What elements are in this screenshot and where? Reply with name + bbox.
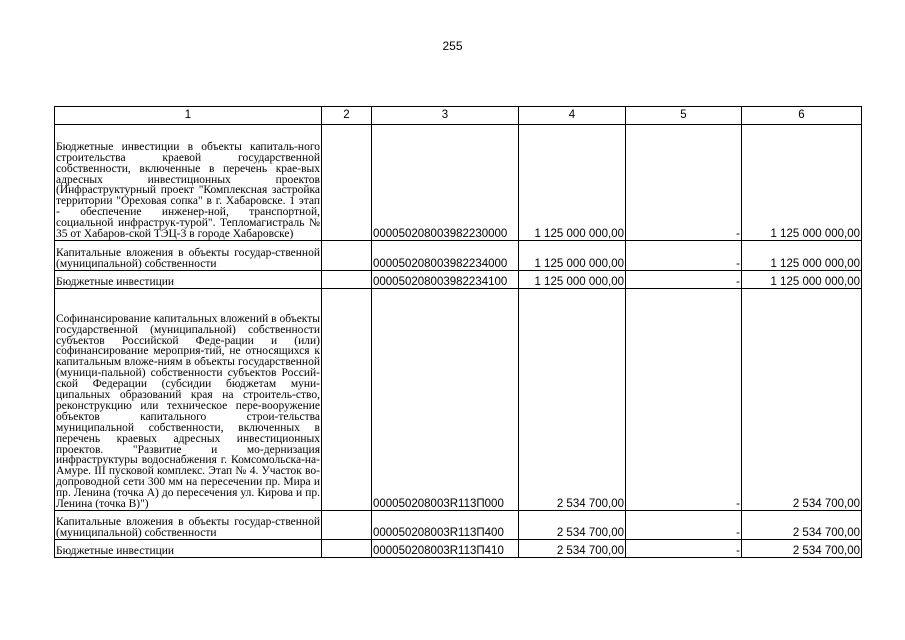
- row-name: Бюджетные инвестиции в объекты капиталь-ного строительства краевой государственной собственности, включенные в перечень крае-вых адресных инвестиционных проектов (Инфраструктурный проект "Комплексная застройка территории "Ореховая сопка" в г. Хабаровске. 1 этап - обеспечение инженер-ной, транспортной, социальной инфраструк-турой". Тепломагистраль № 35 от Хабаров-ской ТЭЦ-3 в городе Хабаровске): [55, 125, 322, 241]
- table-row: [55, 125, 862, 241]
- row-col6: 1 125 000 000,00: [742, 241, 862, 271]
- row-col5: -: [626, 271, 742, 289]
- row-name: Капитальные вложения в объекты государ-ственной (муниципальной) собственности: [55, 511, 322, 540]
- budget-table: [54, 106, 862, 558]
- row-col2: [322, 271, 372, 289]
- column-header-1: 1: [55, 107, 322, 125]
- column-header-3: 3: [372, 107, 519, 125]
- table-header-row: [55, 107, 862, 125]
- row-name: Софинансирование капитальных вложений в объекты государственной (муниципальной) собственности субъектов Российской Феде-рации и (или) софинансирование мероприя-тий, не относящихся к капитальным вложе-ниям в объекты государственной (муници-пальной) собственности субъектов Россий-ской Федерации (субсидии бюджетам муни-ципальных образований края на строитель-ство, реконструкцию или техническое пере-вооружение объектов капитального строи-тельства муниципальной собственности, включенных в перечень краевых адресных инвестиционных проектов. "Развитие и мо-дернизация инфраструктуры водоснабжения г. Комсомольска-на-Амуре. III пусковой комплекс. Этап № 4. Участок во-допроводной сети 300 мм на пересечении пр. Мира и пр. Ленина (точка А) до пересечения ул. Кирова и пр. Ленина (точка В)"): [55, 289, 322, 511]
- row-col5: -: [626, 125, 742, 241]
- row-code: 000050208003R113П000: [372, 289, 519, 511]
- row-col6: 2 534 700,00: [742, 540, 862, 558]
- table-row: [55, 271, 862, 289]
- table-row: [55, 289, 862, 511]
- column-header-6: 6: [742, 107, 862, 125]
- table-row: [55, 511, 862, 540]
- table-row: [55, 241, 862, 271]
- row-col5: -: [626, 289, 742, 511]
- row-col2: [322, 241, 372, 271]
- column-header-2: 2: [322, 107, 372, 125]
- row-name: Бюджетные инвестиции: [55, 540, 322, 558]
- row-col4: 2 534 700,00: [519, 540, 626, 558]
- page-number: 255: [442, 39, 463, 53]
- row-col5: -: [626, 511, 742, 540]
- row-col2: [322, 511, 372, 540]
- row-col4: 2 534 700,00: [519, 289, 626, 511]
- row-col6: 2 534 700,00: [742, 511, 862, 540]
- row-col4: 1 125 000 000,00: [519, 125, 626, 241]
- row-code: 000050208003R113П400: [372, 511, 519, 540]
- row-col6: 2 534 700,00: [742, 289, 862, 511]
- column-header-5: 5: [626, 107, 742, 125]
- row-name: Капитальные вложения в объекты государ-ственной (муниципальной) собственности: [55, 241, 322, 271]
- row-code: 000050208003R113П410: [372, 540, 519, 558]
- column-header-4: 4: [519, 107, 626, 125]
- row-col4: 1 125 000 000,00: [519, 241, 626, 271]
- row-col2: [322, 125, 372, 241]
- table-row: [55, 540, 862, 558]
- row-col6: 1 125 000 000,00: [742, 271, 862, 289]
- row-col4: 1 125 000 000,00: [519, 271, 626, 289]
- row-code: 000050208003982234100: [372, 271, 519, 289]
- row-code: 000050208003982230000: [372, 125, 519, 241]
- row-col4: 2 534 700,00: [519, 511, 626, 540]
- row-col6: 1 125 000 000,00: [742, 125, 862, 241]
- row-code: 000050208003982234000: [372, 241, 519, 271]
- row-col5: -: [626, 540, 742, 558]
- row-col2: [322, 540, 372, 558]
- row-name: Бюджетные инвестиции: [55, 271, 322, 289]
- row-col5: -: [626, 241, 742, 271]
- row-col2: [322, 289, 372, 511]
